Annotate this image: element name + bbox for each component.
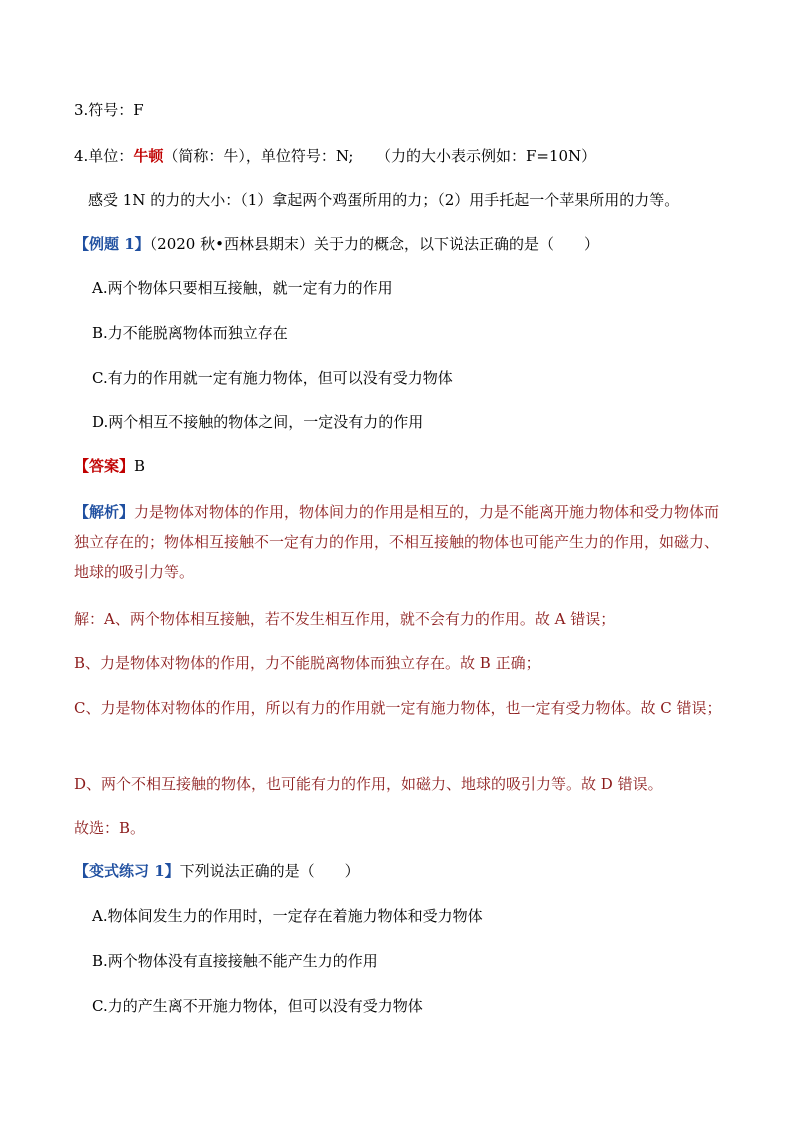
example1-question-text: （2020 秋•西林县期末）关于力的概念，以下说法正确的是（ ） (149, 235, 599, 253)
analysis-text: 力是物体对物体的作用，物体间力的作用是相互的，力是不能离开施力物体和受力物体而独立存在的；物体相互接触不一定有力的作用，不相互接触的物体也可能产生力的作用，如磁力、地球的吸引力等。 (74, 503, 720, 581)
solution-d: D、两个不相互接触的物体，也可能有力的作用，如磁力、地球的吸引力等。故 D 错误。 (74, 775, 663, 793)
solution-c: C、力是物体对物体的作用，所以有力的作用就一定有施力物体，也一定有受力物体。故 C 错误； (74, 699, 722, 717)
analysis-tag: 【解析】 (74, 503, 135, 521)
practice1-option-b: B.两个物体没有直接接触不能产生力的作用 (92, 952, 378, 970)
practice1-question (74, 861, 360, 881)
symbol-line: 3.符号：F (74, 101, 144, 119)
example1-answer (74, 456, 145, 476)
unit-suffix: （简称：牛），单位符号：N; （力的大小表示例如：F=10N） (163, 147, 597, 165)
example1-option-c: C.有力的作用就一定有施力物体，但可以没有受力物体 (92, 369, 453, 387)
example1-tag: 【例题 1】 (74, 235, 150, 253)
example1-option-a: A.两个物体只要相互接触，就一定有力的作用 (92, 279, 393, 297)
feel-line: 感受 1N 的力的大小：（1）拿起两个鸡蛋所用的力；（2）用手托起一个苹果所用的力等。 (88, 191, 680, 209)
answer-tag: 【答案】 (74, 457, 135, 475)
practice1-tag: 【变式练习 1】 (74, 862, 180, 880)
solution-b: B、力是物体对物体的作用，力不能脱离物体而独立存在。故 B 正确； (74, 654, 541, 672)
solution-a: 解：A、两个物体相互接触，若不发生相互作用，就不会有力的作用。故 A 错误； (74, 610, 616, 628)
solution-final: 故选：B。 (74, 819, 146, 837)
example1-option-d: D.两个相互不接触的物体之间，一定没有力的作用 (92, 413, 424, 431)
unit-prefix: 4.单位： (74, 147, 134, 165)
example1-question (74, 234, 599, 254)
example1-analysis (74, 497, 724, 587)
practice1-question-text: 下列说法正确的是（ ） (179, 862, 360, 880)
answer-value: B (134, 457, 146, 475)
unit-line (74, 146, 596, 166)
practice1-option-a: A.物体间发生力的作用时，一定存在着施力物体和受力物体 (92, 907, 483, 925)
practice1-option-c: C.力的产生离不开施力物体，但可以没有受力物体 (92, 997, 423, 1015)
example1-option-b: B.力不能脱离物体而独立存在 (92, 324, 288, 342)
unit-name: 牛顿 (133, 147, 164, 165)
